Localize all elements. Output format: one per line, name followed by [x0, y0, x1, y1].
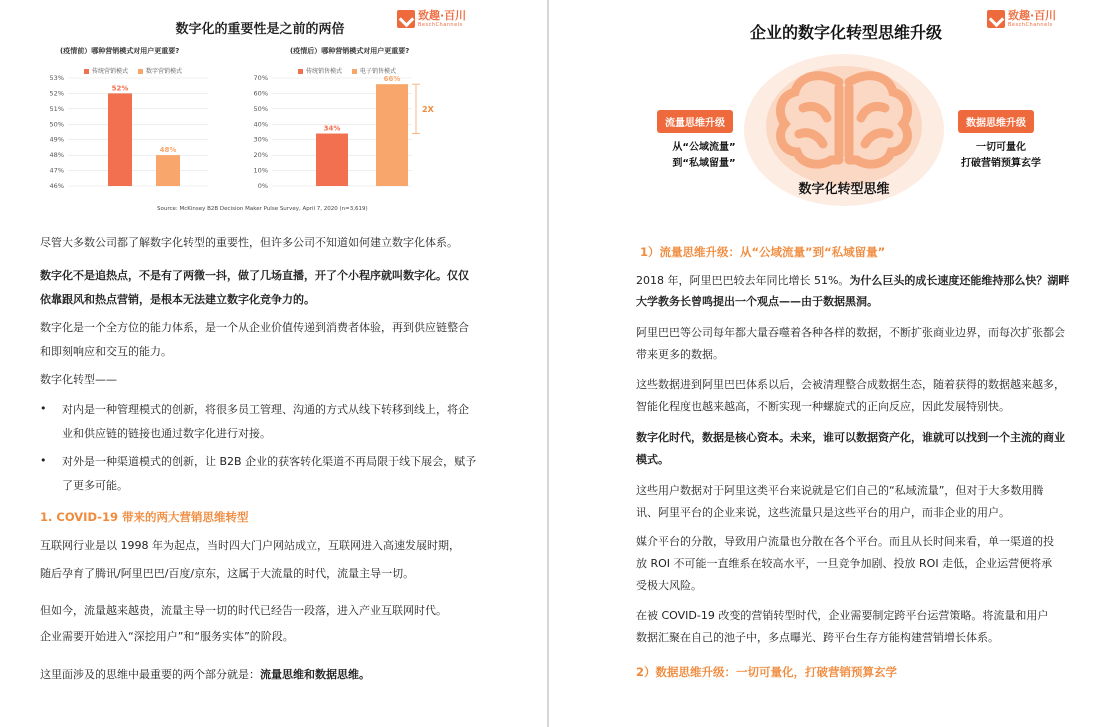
page-title: 企业的数字化转型思维升级	[750, 23, 943, 42]
bullet-icon: •	[40, 454, 47, 467]
paragraph: 这些数据进到阿里巴巴体系以后，会被清理整合成数据生态，随着获得的数据越来越多，	[636, 378, 1065, 391]
legend-label: 电子销售模式	[360, 68, 397, 75]
tag-traffic: 流量思维升级	[657, 110, 733, 133]
y-tick-label: 48%	[49, 151, 64, 160]
paragraph: 数据汇聚在自己的池子中，多点曝光、跨平台生存方能构建营销增长体系。	[636, 631, 999, 644]
right-page	[549, 0, 1112, 727]
logo-subname: BeschChannels	[418, 22, 463, 28]
paragraph: 尽管大多数公司都了解数字化转型的重要性，但许多公司不知道如何建立数字化体系。	[40, 236, 458, 249]
paragraph: 和即刻响应和交互的能力。	[40, 345, 172, 358]
bar	[376, 84, 408, 186]
y-tick-label: 60%	[253, 89, 268, 98]
y-tick-label: 30%	[253, 135, 268, 144]
paragraph: 受极大风险。	[636, 579, 702, 592]
paragraph: 这些用户数据对于阿里这类平台来说就是它们自己的“私域流量”，但对于大多数用腾	[636, 484, 1044, 497]
legend-label: 数字营销模式	[146, 68, 183, 75]
y-tick-label: 50%	[49, 120, 64, 129]
paragraph: 在被 COVID-19 改变的营销转型时代，企业需要制定跨平台运营策略。将流量和用户	[636, 609, 1049, 622]
y-tick-label: 49%	[49, 135, 64, 144]
chart2-question: (疫情后）哪种营销模式对用户更重要?	[290, 47, 410, 55]
paragraph: 媒介平台的分散，导致用户流量也分散在各个平台。而且从长时间来看，单一渠道的投	[636, 535, 1054, 548]
data-label: 34%	[323, 124, 341, 133]
y-tick-label: 47%	[49, 166, 64, 175]
bullet-text: 对外是一种渠道模式的创新，让 B2B 企业的获客转化渠道不再局限于线下展会，赋予	[62, 455, 477, 468]
section-heading: 1. COVID-19 带来的两大营销思维转型	[40, 510, 249, 524]
text-span-bold: 流量思维和数据思维。	[260, 668, 370, 681]
logo-name: 致趣·百川	[1008, 9, 1057, 22]
bar	[316, 134, 348, 186]
y-tick-label: 53%	[49, 74, 64, 82]
paragraph: 带来更多的数据。	[636, 348, 724, 361]
brain-glow-inner	[766, 66, 922, 186]
paragraph: 数字化转型——	[40, 373, 117, 386]
logo-subname: BeschChannels	[1008, 22, 1053, 28]
tag-data-desc	[941, 140, 1061, 172]
paragraph-bold: 模式。	[636, 453, 669, 466]
chart1-question: (疫情前）哪种营销模式对用户更重要?	[60, 47, 180, 55]
tag-line: 到“私域留量”	[672, 158, 736, 169]
paragraph: 放 ROI 不可能一直维系在较高水平，一旦竞争加剧、投放 ROI 走低，企业运营便将承	[636, 557, 1053, 570]
paragraph-bold: 依靠跟风和热点营销，是根本无法建立数字化竞争力的。	[40, 293, 315, 306]
bar	[156, 155, 180, 186]
left-page	[0, 0, 547, 727]
chart2-svg	[250, 72, 450, 197]
logo-mark-icon	[987, 10, 1005, 28]
y-tick-label: 0%	[257, 182, 268, 190]
bullet-icon: •	[40, 402, 47, 415]
chart-title: 数字化的重要性是之前的两倍	[175, 22, 345, 37]
tag-traffic-desc	[649, 140, 759, 172]
data-label: 66%	[383, 75, 401, 84]
section-heading: 2）数据思维升级：一切可量化，打破营销预算玄学	[636, 665, 897, 679]
paragraph: 讯、阿里平台的企业来说，这些流量只是这些平台的用户，而非企业的用户。	[636, 506, 1010, 519]
tag-line: 从“公域流量”	[672, 142, 736, 153]
chart-source: Source: McKinsey B2B Decision Maker Pulse Survey, April 7, 2020 (n=3,619)	[157, 206, 368, 212]
y-tick-label: 52%	[49, 89, 64, 98]
y-tick-label: 50%	[253, 104, 268, 113]
paragraph: 随后孕育了腾讯/阿里巴巴/百度/京东，这属于大流量的时代，流量主导一切。	[40, 567, 415, 580]
paragraph: 但如今，流量越来越贵，流量主导一切的时代已经告一段落，进入产业互联网时代。	[40, 604, 447, 617]
logo-name: 致趣·百川	[418, 9, 467, 22]
section-heading: 1）流量思维升级：从“公域流量”到“私域留量”	[640, 245, 886, 259]
paragraph: 互联网行业是以 1998 年为起点，当时四大门户网站成立，互联网进入高速发展时期，	[40, 539, 460, 552]
y-tick-label: 46%	[49, 182, 64, 190]
brain-label: 数字化转型思维	[798, 182, 890, 197]
bar	[108, 93, 132, 186]
paragraph-bold: 数字化时代，数据是核心资本。未来，谁可以数据资产化，谁就可以找到一个主流的商业	[636, 431, 1065, 444]
chart1-svg	[40, 72, 230, 197]
paragraph	[40, 663, 370, 687]
legend-label: 传统销售模式	[306, 68, 343, 75]
y-tick-label: 51%	[49, 104, 64, 113]
brand-logo	[397, 10, 466, 28]
paragraph-bold: 数字化不是追热点，不是有了两微一抖，做了几场直播，开了个小程序就叫数字化。仅仅	[40, 269, 469, 282]
paragraph: 数字化是一个全方位的能力体系，是一个从企业价值传递到消费者体验，再到供应链整合	[40, 321, 469, 334]
data-label: 52%	[111, 84, 129, 93]
paragraph: 智能化程度也越来越高，不断实现一种螺旋式的正向反应，因此发展特别快。	[636, 400, 1010, 413]
text-span-bold: 为什么巨头的成长速度还能维持那么快？湖畔	[849, 274, 1070, 287]
tag-data: 数据思维升级	[958, 110, 1034, 133]
annotation-label: 2X	[422, 104, 434, 114]
bullet-text: 业和供应链的链接也通过数字化进行对接。	[62, 427, 271, 440]
bullet-text: 了更多可能。	[62, 479, 128, 492]
y-tick-label: 70%	[253, 74, 268, 82]
legend-label: 传统营销模式	[92, 68, 129, 75]
bullet-text: 对内是一种管理模式的创新，将很多员工管理、沟通的方式从线下转移到线上，将企	[62, 403, 469, 416]
brand-logo	[987, 10, 1056, 28]
y-tick-label: 20%	[253, 151, 268, 160]
text-span: 这里面涉及的思维中最重要的两个部分就是：	[40, 668, 260, 681]
y-tick-label: 40%	[253, 120, 268, 129]
tag-line: 一切可量化	[976, 142, 1026, 153]
y-tick-label: 10%	[253, 166, 268, 175]
paragraph: 阿里巴巴等公司每年都大量吞噬着各种各样的数据，不断扩张商业边界，而每次扩张都会	[636, 326, 1065, 339]
paragraph-bold: 大学教务长曾鸣提出一个观点——由于数据黑洞。	[636, 295, 878, 308]
paragraph: 企业需要开始进入“深挖用户”和“服务实体”的阶段。	[40, 630, 294, 643]
data-label: 48%	[159, 146, 177, 155]
tag-line: 打破营销预算玄学	[961, 158, 1041, 169]
text-span: 2018 年，阿里巴巴较去年同比增长 51%。	[636, 274, 850, 287]
